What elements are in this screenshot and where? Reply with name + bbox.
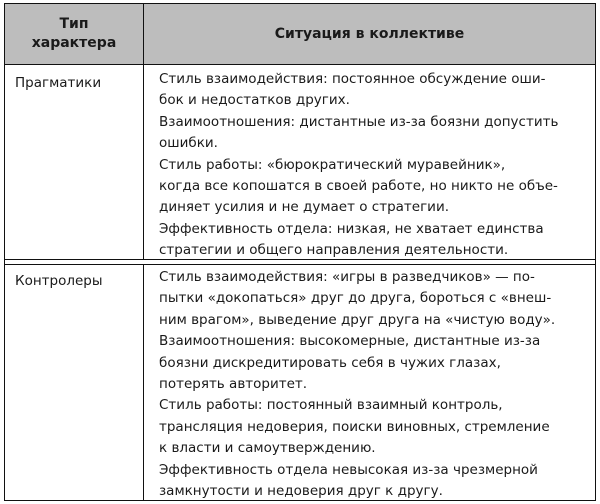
row-type-controllers: Контролеры [15,273,103,289]
content-line: ошибки. [159,135,218,152]
content-line: ним врагом», выведение друг друга на «чистую воду». [159,311,556,328]
header-type-line2: характера [31,35,117,51]
content-line: трансляция недоверия, поиски виновных, стремление [159,418,550,435]
content-line: диняет усилия и не думает о стратегии. [159,199,450,216]
content-line: бок и недостатков других. [159,92,350,109]
content-line: Взаимоотношения: высокомерные, дистантные из-за [159,333,541,350]
content-line: пытки «докопаться» друг до друга, бороться с «внеш- [159,290,552,307]
row-content-pragmatics [159,69,589,262]
header-situation: Ситуация в коллективе [274,26,465,42]
content-line: Стиль взаимодействия: «игры в разведчиков» — по- [159,269,535,285]
content-line: Стиль работы: постоянный взаимный контроль, [159,397,503,414]
character-situation-table [4,3,596,501]
row-content-controllers [159,267,589,502]
content-line: когда все копошатся в своей работе, но никто не объе- [159,178,558,195]
row-separator [5,259,595,265]
content-line: к власти и самоутверждению. [159,440,376,457]
content-line: Эффективность отдела: низкая, не хватает единства [159,220,544,237]
content-line: замкнутости и недоверия друг к другу. [159,483,443,500]
header-type-of-character [5,4,143,64]
row-type-pragmatics: Прагматики [15,75,102,91]
column-divider [143,4,144,500]
header-type-line1: Тип [59,16,89,32]
content-line: Стиль работы: «бюрократический муравейник», [159,156,506,173]
content-line: стратегии и общего направления деятельности. [159,242,509,259]
content-line: боязни дискредитировать себя в чужих глазах, [159,354,501,371]
content-line: Стиль взаимодействия: постоянное обсуждение оши- [159,71,546,87]
content-line: Взаимоотношения: дистантные из-за боязни допустить [159,113,559,130]
table-header-row [5,4,595,65]
content-line: потерять авторитет. [159,376,308,393]
content-line: Эффективность отдела невысокая из-за чрезмерной [159,461,538,478]
